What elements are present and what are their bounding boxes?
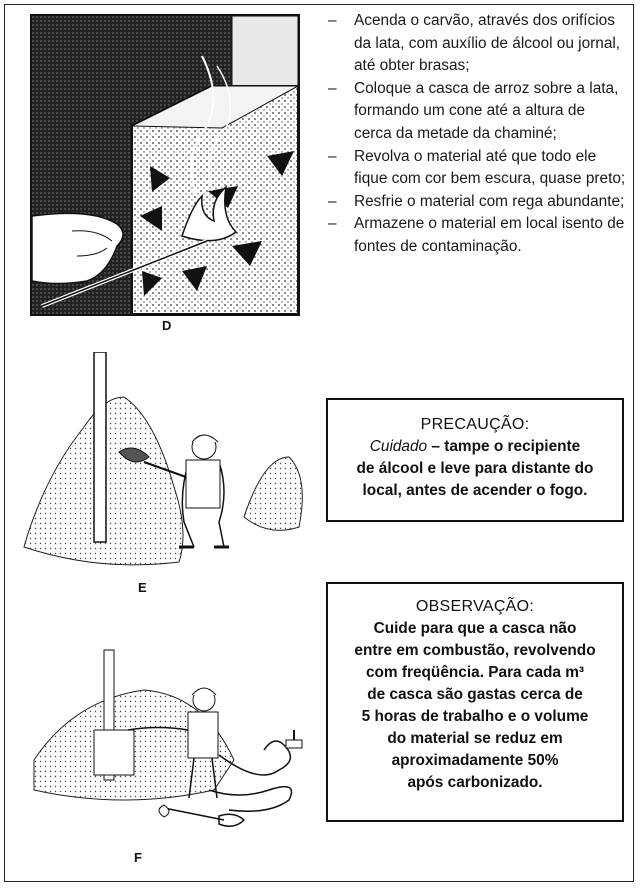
illustration-f-watering-pile	[24, 640, 320, 840]
observation-line: entre em combustão, revolvendo	[354, 642, 596, 659]
observation-line: 5 horas de trabalho e o volume	[361, 708, 589, 725]
precaution-dash: –	[427, 438, 445, 455]
instruction-item: – Resfrie o material com rega abundante;	[326, 191, 626, 214]
observation-line: após carbonizado.	[407, 774, 543, 791]
precaution-text-1: tampe o recipiente	[444, 438, 581, 455]
instruction-item: – Armazene o material em local isento de fontes de contaminação.	[326, 213, 626, 258]
precaution-title: PRECAUÇÃO:	[420, 416, 530, 433]
observation-title: OBSERVAÇÃO:	[415, 598, 535, 615]
precaution-line-2: de álcool e leve para distante do	[356, 460, 594, 477]
figure-label-d: D	[162, 318, 172, 333]
figure-label-e: E	[138, 580, 147, 595]
observation-line: aproximadamente 50%	[391, 752, 559, 769]
instruction-list	[326, 10, 626, 259]
observation-line: com freqüência. Para cada m³	[365, 664, 585, 681]
illustration-d-lighting-can	[30, 14, 300, 316]
instruction-item: – Coloque a casca de arroz sobre a lata, formando um cone até a altura de cerca da metade da chaminé;	[326, 78, 626, 146]
figure-label-f: F	[134, 850, 142, 865]
precaution-line-1	[328, 436, 622, 458]
instruction-item: – Acenda o carvão, através dos orifícios da lata, com auxílio de álcool ou jornal, até obter brasas;	[326, 10, 626, 78]
observation-line: do material se reduz em	[387, 730, 563, 747]
observation-box	[326, 582, 624, 822]
illustration-e-mixing-pile	[14, 352, 310, 570]
instruction-item: – Revolva o material até que todo ele fique com cor bem escura, quase preto;	[326, 146, 626, 191]
precaution-line-3: local, antes de acender o fogo.	[362, 482, 588, 499]
observation-line: de casca são gastas cerca de	[367, 686, 583, 703]
observation-line: Cuide para que a casca não	[373, 620, 577, 637]
precaution-lead: Cuidado	[369, 438, 428, 455]
precaution-box	[326, 398, 624, 522]
